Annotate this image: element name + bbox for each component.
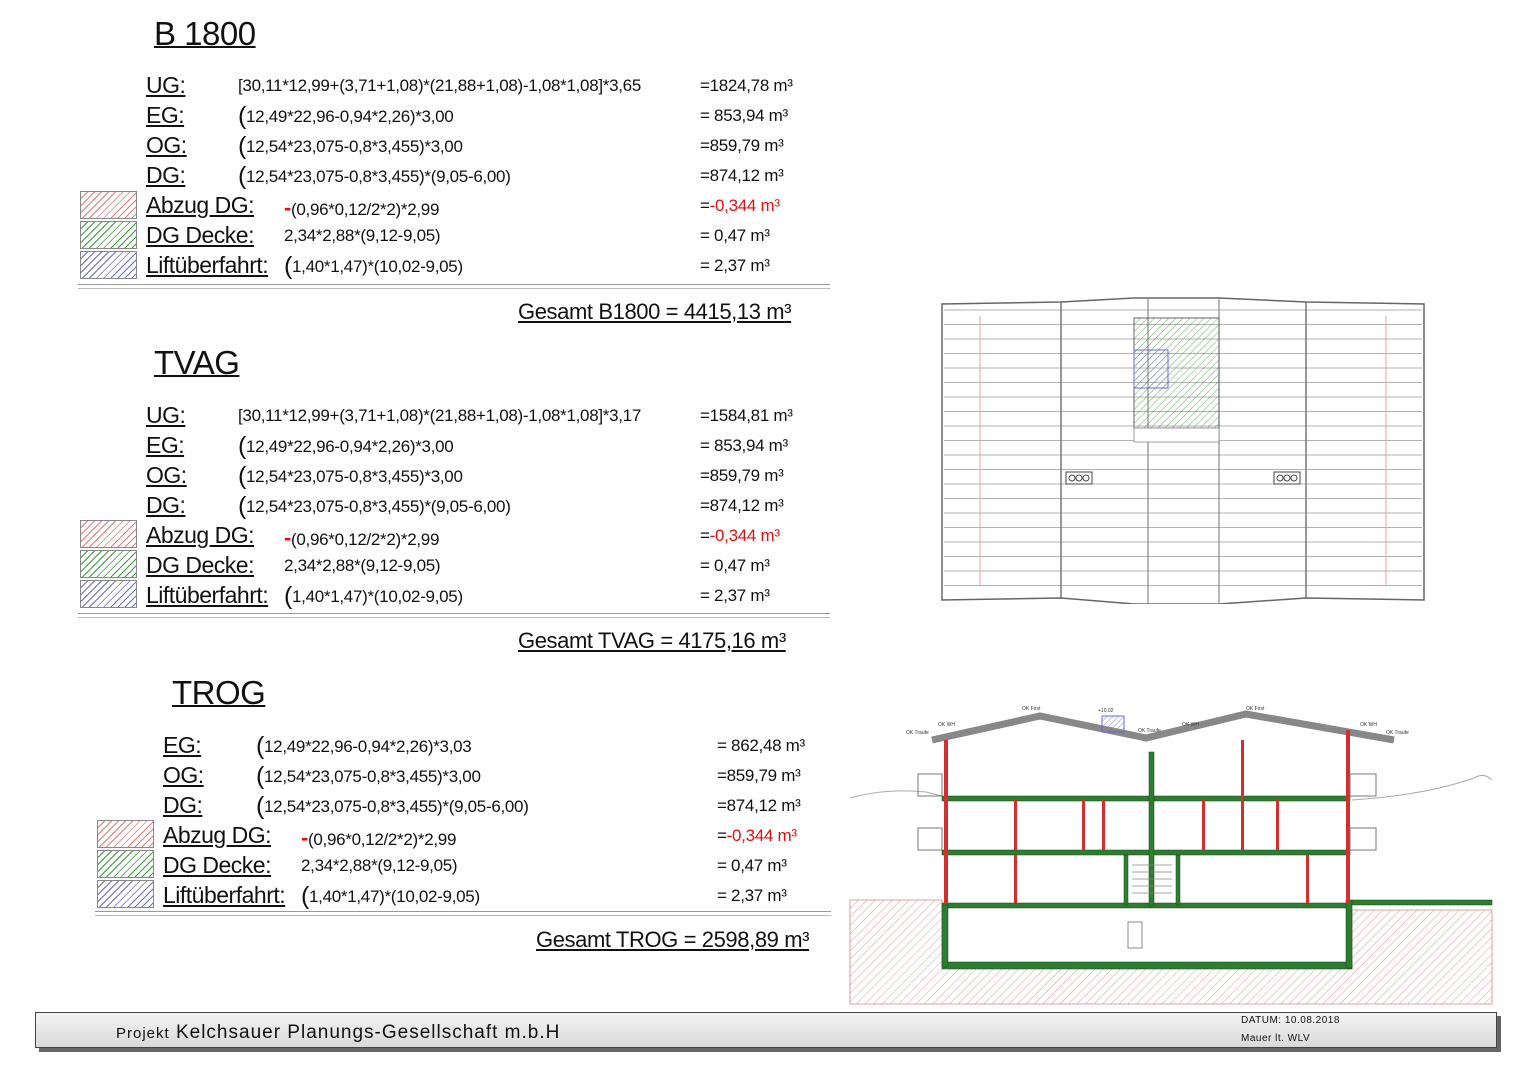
row-formula: 2,34*2,88*(9,12-9,05) bbox=[301, 856, 458, 875]
row-value: =1824,78 m³ bbox=[700, 76, 793, 95]
row-value: = 0,47 m³ bbox=[717, 856, 787, 875]
roof-slab bbox=[932, 714, 1394, 740]
lift-overrun-hatch bbox=[1102, 716, 1124, 732]
balconies bbox=[918, 774, 1376, 850]
section-divider bbox=[95, 911, 831, 916]
row-formula: 2,34*2,88*(9,12-9,05) bbox=[284, 226, 441, 245]
row-value: = 0,47 m³ bbox=[700, 226, 770, 245]
row-formula: (12,49*22,96-0,94*2,26)*3,00 bbox=[238, 102, 454, 130]
row-formula: (1,40*1,47)*(10,02-9,05) bbox=[284, 252, 463, 280]
row-value: =859,79 m³ bbox=[700, 466, 784, 485]
row-label: OG: bbox=[146, 132, 187, 158]
row-formula: [30,11*12,99+(3,71+1,08)*(21,88+1,08)-1,08*1,08]*3,65 bbox=[238, 76, 641, 95]
svg-text:OK First: OK First bbox=[1246, 706, 1265, 712]
chimney-symbol bbox=[1274, 472, 1300, 484]
section-title-b1800: B 1800 bbox=[154, 15, 256, 52]
row-value: = 2,37 m³ bbox=[700, 586, 770, 605]
row-label: EG: bbox=[146, 102, 185, 128]
abzug-hatch-swatch bbox=[80, 191, 137, 219]
roof-opening bbox=[1134, 428, 1219, 442]
row-label: Abzug DG: bbox=[146, 192, 254, 218]
row-formula: (12,54*23,075-0,8*3,455)*(9,05-6,00) bbox=[256, 792, 529, 820]
row-formula: (12,54*23,075-0,8*3,455)*3,00 bbox=[238, 462, 463, 490]
decke-hatch-swatch bbox=[97, 850, 154, 878]
row-formula: (12,54*23,075-0,8*3,455)*(9,05-6,00) bbox=[238, 162, 511, 190]
decke-hatch-swatch bbox=[80, 221, 137, 249]
building-section-drawing bbox=[846, 700, 1496, 1006]
date-label: DATUM: 10.08.2018 bbox=[1241, 1015, 1340, 1026]
row-formula: -(0,96*0,12/2*2)*2,99 bbox=[284, 195, 440, 220]
row-label: DG Decke: bbox=[146, 222, 254, 248]
svg-text:OK WH: OK WH bbox=[1182, 722, 1199, 728]
row-value: =-0,344 m³ bbox=[717, 826, 797, 845]
section-divider bbox=[78, 284, 830, 289]
row-label: Abzug DG: bbox=[146, 522, 254, 548]
row-label: OG: bbox=[163, 762, 204, 788]
row-label: OG: bbox=[146, 462, 187, 488]
lift-overrun-area bbox=[1134, 350, 1168, 388]
row-label: DG Decke: bbox=[146, 552, 254, 578]
row-label: UG: bbox=[146, 402, 186, 428]
row-label: EG: bbox=[146, 432, 185, 458]
row-formula: (12,54*23,075-0,8*3,455)*(9,05-6,00) bbox=[238, 492, 511, 520]
row-formula: (1,40*1,47)*(10,02-9,05) bbox=[284, 582, 463, 610]
row-label: Liftüberfahrt: bbox=[163, 882, 286, 908]
row-value: = 853,94 m³ bbox=[700, 106, 788, 125]
row-value: =859,79 m³ bbox=[700, 136, 784, 155]
lift-hatch-swatch bbox=[97, 880, 154, 908]
row-formula: (12,49*22,96-0,94*2,26)*3,00 bbox=[238, 432, 454, 460]
lift-hatch-swatch bbox=[80, 251, 137, 279]
chimney-symbol bbox=[1066, 472, 1092, 484]
abzug-hatch-swatch bbox=[97, 820, 154, 848]
row-formula: [30,11*12,99+(3,71+1,08)*(21,88+1,08)-1,08*1,08]*3,17 bbox=[238, 406, 641, 425]
row-formula: -(0,96*0,12/2*2)*2,99 bbox=[301, 825, 457, 850]
row-label: DG: bbox=[163, 792, 203, 818]
row-value: =-0,344 m³ bbox=[700, 526, 780, 545]
row-value: =874,12 m³ bbox=[717, 796, 801, 815]
row-formula: (1,40*1,47)*(10,02-9,05) bbox=[301, 882, 480, 910]
section-title-trog: TROG bbox=[172, 674, 266, 711]
row-value: = 2,37 m³ bbox=[700, 256, 770, 275]
row-value: = 853,94 m³ bbox=[700, 436, 788, 455]
row-label: DG Decke: bbox=[163, 852, 271, 878]
row-value: =1584,81 m³ bbox=[700, 406, 793, 425]
row-label: Liftüberfahrt: bbox=[146, 582, 269, 608]
row-label: Abzug DG: bbox=[163, 822, 271, 848]
section-total: Gesamt TVAG = 4175,16 m³ bbox=[518, 628, 786, 653]
door bbox=[1128, 922, 1142, 948]
lift-hatch-swatch bbox=[80, 580, 137, 608]
svg-text:OK WH: OK WH bbox=[1360, 722, 1377, 728]
project-title: Projekt Kelchsauer Planungs-Gesellschaft m.b.H bbox=[116, 1022, 561, 1043]
abzug-hatch-swatch bbox=[80, 520, 137, 548]
roof-plan-drawing bbox=[936, 296, 1430, 604]
svg-text:OK Traufe: OK Traufe bbox=[1138, 728, 1161, 734]
title-block bbox=[35, 1012, 1497, 1048]
row-formula: (12,54*23,075-0,8*3,455)*3,00 bbox=[256, 762, 481, 790]
row-label: UG: bbox=[146, 72, 186, 98]
row-value: =874,12 m³ bbox=[700, 496, 784, 515]
row-value: =-0,344 m³ bbox=[700, 196, 780, 215]
row-label: EG: bbox=[163, 732, 202, 758]
svg-text:OK Traufe: OK Traufe bbox=[906, 730, 929, 736]
row-formula: (12,49*22,96-0,94*2,26)*3,03 bbox=[256, 732, 472, 760]
svg-text:OK First: OK First bbox=[1022, 706, 1041, 712]
svg-text:OK Traufe: OK Traufe bbox=[1386, 730, 1409, 736]
red-walls bbox=[944, 730, 1350, 904]
terrain-line bbox=[850, 791, 942, 798]
decke-hatch-swatch bbox=[80, 550, 137, 578]
section-total: Gesamt TROG = 2598,89 m³ bbox=[536, 927, 810, 952]
section-divider bbox=[78, 613, 830, 618]
row-formula: (12,54*23,075-0,8*3,455)*3,00 bbox=[238, 132, 463, 160]
row-formula: -(0,96*0,12/2*2)*2,99 bbox=[284, 525, 440, 550]
row-value: = 0,47 m³ bbox=[700, 556, 770, 575]
svg-text:+10.02: +10.02 bbox=[1098, 708, 1114, 714]
section-title-tvag: TVAG bbox=[154, 344, 240, 381]
row-value: =874,12 m³ bbox=[700, 166, 784, 185]
row-value: =859,79 m³ bbox=[717, 766, 801, 785]
row-label: DG: bbox=[146, 492, 186, 518]
row-label: Liftüberfahrt: bbox=[146, 252, 269, 278]
row-formula: 2,34*2,88*(9,12-9,05) bbox=[284, 556, 441, 575]
svg-text:OK WH: OK WH bbox=[938, 722, 955, 728]
row-value: = 862,48 m³ bbox=[717, 736, 805, 755]
row-label: DG: bbox=[146, 162, 186, 188]
section-total: Gesamt B1800 = 4415,13 m³ bbox=[518, 299, 792, 324]
row-value: = 2,37 m³ bbox=[717, 886, 787, 905]
author-label: Mauer lt. WLV bbox=[1241, 1033, 1311, 1044]
